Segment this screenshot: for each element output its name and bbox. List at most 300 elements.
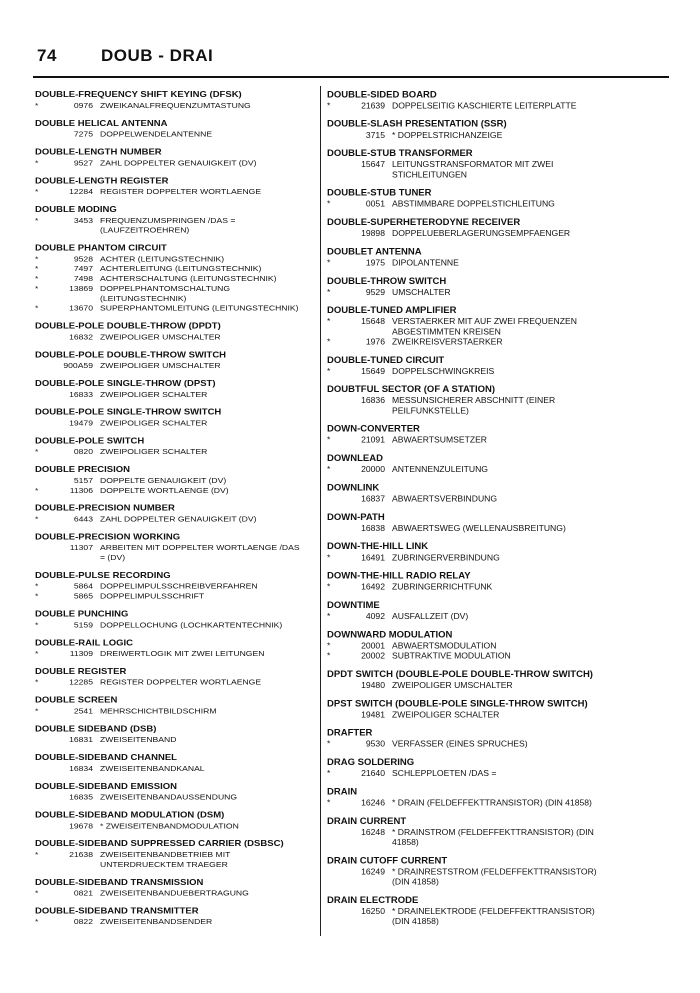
entry-marker: * (35, 273, 39, 283)
dictionary-entry (35, 695, 317, 716)
entry-term: DOUBTFUL SECTOR (OF A STATION) (327, 384, 495, 395)
entry-number: 20000 (361, 464, 385, 474)
translation-line (327, 101, 672, 111)
entry-number: 15647 (361, 159, 385, 169)
translation-line (327, 287, 672, 297)
entry-term: DOUBLE-SUPERHETERODYNE RECEIVER (327, 217, 521, 228)
dictionary-entry (35, 571, 317, 601)
dictionary-entry (327, 188, 672, 209)
translation-text: ZWEIPOLIGER UMSCHALTER (100, 360, 221, 370)
entry-number: 9530 (365, 739, 385, 749)
dictionary-entry (327, 571, 672, 592)
translation-line (327, 258, 672, 268)
entry-marker: * (35, 215, 39, 225)
dictionary-entry (327, 728, 672, 749)
entry-marker: * (35, 677, 39, 687)
entry-marker (327, 327, 349, 337)
translation-line (35, 543, 317, 553)
dictionary-entry (327, 424, 672, 445)
entry-term: DOUBLE-STUB TUNER (327, 188, 432, 199)
translation-line (35, 476, 317, 486)
translation-text: ANTENNENZULEITUNG (392, 464, 488, 474)
translation-line (327, 769, 672, 779)
translation-text: ZUBRINGERVERBINDUNG (392, 552, 500, 563)
translation-text: (LAUFZEITROEHREN) (100, 225, 190, 235)
entry-number: 19898 (361, 228, 385, 238)
entry-marker: * (35, 186, 39, 196)
entry-term: DPDT SWITCH (DOUBLE-POLE DOUBLE-THROW SWITCH) (327, 669, 593, 680)
translation-line (327, 681, 672, 691)
translation-text: ZWEISEITENBANDAUSSENDUNG (100, 792, 238, 802)
translation-line (327, 641, 672, 651)
entry-number: 16492 (361, 582, 385, 592)
dictionary-entry (327, 513, 672, 534)
translation-line (35, 361, 317, 371)
translation-line (35, 486, 317, 496)
translation-text: ABSTIMMBARE DOPPELSTICHLEITUNG (392, 199, 555, 209)
entry-number: 9527 (73, 158, 93, 168)
translation-text: ZWEIKREISVERSTAERKER (392, 337, 503, 347)
dictionary-entry (35, 90, 317, 111)
entry-marker: * (327, 651, 331, 661)
entry-marker: * (35, 591, 39, 601)
entry-number: 19480 (361, 680, 385, 690)
translation-line (35, 225, 317, 235)
entry-marker (35, 361, 57, 371)
dictionary-entry (35, 638, 317, 659)
entry-marker: * (327, 366, 331, 376)
translation-text: ZWEISEITENBANDKANAL (100, 763, 205, 773)
entry-number (349, 327, 385, 337)
entry-marker (327, 907, 349, 917)
entry-marker: * (327, 337, 331, 347)
translation-line (327, 435, 672, 445)
translation-line (35, 274, 317, 284)
entry-number: 16837 (361, 494, 385, 504)
translation-line (35, 254, 317, 264)
translation-text: ZWEIPOLIGER UMSCHALTER (392, 680, 513, 690)
entry-number: 0822 (73, 917, 93, 927)
entry-number: 11307 (69, 542, 93, 552)
translation-text: AUSFALLZEIT (DV) (392, 611, 469, 621)
translation-text: DOPPELIMPULSSCHRIFT (100, 591, 205, 601)
entry-marker: * (327, 199, 331, 209)
entry-marker (35, 225, 57, 235)
translation-line (327, 327, 672, 337)
entry-term: DOUBLE-FREQUENCY SHIFT KEYING (DFSK) (35, 90, 242, 100)
entry-marker (35, 764, 57, 774)
entry-term: DOWNWARD MODULATION (327, 630, 453, 641)
entry-term: DOUBLE-SLASH PRESENTATION (SSR) (327, 119, 507, 130)
translation-line (35, 620, 317, 630)
dictionary-entry (35, 906, 317, 927)
translation-line (35, 158, 317, 168)
translation-text: = (DV) (100, 552, 126, 562)
entry-term: DRAIN (327, 787, 358, 798)
dictionary-entry (327, 454, 672, 475)
dictionary-entry (35, 532, 317, 562)
entry-marker: * (327, 739, 331, 749)
translation-line (35, 678, 317, 688)
dictionary-entry (327, 670, 672, 691)
entry-marker (327, 494, 349, 504)
translation-line (35, 821, 317, 831)
entry-term: DRAIN ELECTRODE (327, 895, 419, 906)
translation-text: ZWEISEITENBANDBETRIEB MIT (100, 849, 231, 859)
entry-marker: * (327, 258, 331, 268)
entry-marker: * (327, 435, 331, 445)
translation-line (327, 406, 672, 416)
translation-line (35, 850, 317, 860)
entry-number: 0821 (73, 888, 93, 898)
entry-term: DOUBLE-POLE SINGLE-THROW SWITCH (35, 407, 222, 418)
translation-line (327, 337, 672, 347)
entry-marker (327, 229, 349, 239)
translation-text: REGISTER DOPPELTER WORTLAENGE (100, 677, 262, 687)
entry-number: 16831 (69, 734, 93, 744)
entry-number: 7497 (73, 264, 93, 273)
entry-term: DOWN-THE-HILL RADIO RELAY (327, 571, 471, 582)
entry-marker (35, 792, 57, 802)
entry-number: 20002 (361, 651, 385, 661)
entry-marker: * (35, 849, 39, 859)
translation-line (327, 366, 672, 376)
entry-marker (327, 828, 349, 838)
entry-term: DOWNLEAD (327, 453, 383, 464)
translation-line (327, 798, 672, 808)
entry-marker: * (35, 485, 39, 495)
translation-line (35, 514, 317, 524)
translation-line (35, 582, 317, 592)
translation-line (35, 735, 317, 745)
entry-marker (327, 710, 349, 720)
translation-text: SUPERPHANTOMLEITUNG (LEITUNGSTECHNIK) (100, 303, 299, 313)
dictionary-entry (35, 504, 317, 525)
entry-number: 5864 (73, 581, 93, 591)
entry-term: DOUBLE MODING (35, 204, 117, 215)
entry-term: DOUBLE-STUB TRANSFORMER (327, 148, 473, 159)
translation-text: * DRAINRESTSTROM (FELDEFFEKTTRANSISTOR) (392, 867, 597, 877)
entry-term: DOUBLE REGISTER (35, 666, 127, 677)
translation-text: DOPPELIMPULSSCHREIBVERFAHREN (100, 581, 258, 591)
right-column (327, 90, 672, 935)
entry-term: DRAIN CURRENT (327, 816, 407, 827)
entry-number (349, 838, 385, 848)
entry-term: DRAIN CUTOFF CURRENT (327, 856, 448, 867)
entry-term: DOUBLE PHANTOM CIRCUIT (35, 243, 167, 254)
translation-line (35, 216, 317, 226)
translation-line (327, 582, 672, 592)
entry-number: 11306 (69, 485, 93, 495)
dictionary-entry (35, 321, 317, 342)
entry-number (57, 294, 93, 304)
translation-text: ABWAERTSMODULATION (392, 641, 497, 651)
translation-text: DOPPELSCHWINGKREIS (392, 366, 495, 376)
entry-marker (35, 821, 57, 831)
entry-number: 16246 (361, 798, 385, 808)
entry-marker (327, 406, 349, 416)
translation-text: ZWEISEITENBANDSENDER (100, 917, 213, 927)
entry-number: 900A59 (63, 360, 93, 370)
entry-marker (327, 524, 349, 534)
dictionary-entry (327, 856, 672, 887)
translation-line (35, 917, 317, 927)
translation-text: ZWEISEITENBANDUEBERTRAGUNG (100, 888, 249, 898)
translation-text: (DIN 41858) (392, 916, 439, 926)
entry-term: DOUBLE-POLE DOUBLE-THROW (DPDT) (35, 321, 221, 332)
entry-term: DOUBLE-PRECISION WORKING (35, 532, 181, 543)
translation-text: ZWEIPOLIGER UMSCHALTER (100, 332, 221, 342)
entry-number: 16250 (361, 906, 385, 916)
entry-number: 21638 (69, 849, 93, 859)
translation-text: (DIN 41858) (392, 877, 439, 887)
entry-marker (327, 681, 349, 691)
entry-marker: * (327, 798, 331, 808)
entry-number: 21639 (361, 101, 385, 111)
entry-marker: * (327, 464, 331, 474)
translation-line (35, 101, 317, 111)
entry-marker: * (327, 552, 331, 563)
dictionary-entry (35, 147, 317, 168)
entry-marker: * (327, 768, 331, 778)
entry-number: 16836 (361, 395, 385, 406)
entry-number: 1975 (365, 258, 385, 268)
entry-marker: * (35, 514, 39, 524)
dictionary-entry (35, 667, 317, 688)
translation-text: DOPPELSEITIG KASCHIERTE LEITERPLATTE (392, 101, 577, 111)
entry-number: 0976 (73, 100, 93, 110)
entry-number: 13869 (69, 283, 93, 293)
entry-term: DOUBLE-PRECISION NUMBER (35, 503, 175, 514)
entry-term: DOWN-THE-HILL LINK (327, 541, 429, 552)
translation-line (35, 294, 317, 304)
entry-marker (327, 160, 349, 170)
translation-line (35, 860, 317, 870)
translation-line (35, 129, 317, 139)
entry-term: DRAFTER (327, 728, 373, 739)
dictionary-entry (35, 243, 317, 313)
entry-number: 7275 (73, 129, 93, 139)
entry-number (349, 406, 385, 416)
entry-marker: * (35, 254, 39, 264)
entry-marker (327, 917, 349, 927)
entry-number: 16249 (361, 867, 385, 877)
entry-marker: * (35, 706, 39, 716)
translation-line (327, 130, 672, 140)
entry-term: DOUBLE-POLE SINGLE-THROW (DPST) (35, 378, 216, 389)
entry-marker: * (327, 316, 331, 327)
page-range-heading: DOUB - DRAI (101, 46, 214, 65)
dictionary-entry (35, 379, 317, 400)
entry-number: 5865 (73, 591, 93, 601)
dictionary-entry (327, 542, 672, 563)
entry-marker (35, 418, 57, 428)
translation-line (35, 264, 317, 274)
entry-number: 15648 (361, 316, 385, 327)
translation-line (35, 591, 317, 601)
translation-text: MEHRSCHICHTBILDSCHIRM (100, 706, 217, 716)
translation-line (327, 877, 672, 887)
dictionary-entry (35, 205, 317, 235)
entry-marker: * (35, 581, 39, 591)
entry-term: DOWN-PATH (327, 512, 385, 523)
translation-text: DOPPELLOCHUNG (LOCHKARTENTECHNIK) (100, 620, 283, 630)
entry-number: 2541 (73, 706, 93, 716)
translation-line (327, 160, 672, 170)
translation-text: * DRAINELEKTRODE (FELDEFFEKTTRANSISTOR) (392, 906, 595, 916)
translation-text: DREIWERTLOGIK MIT ZWEI LEITUNGEN (100, 648, 265, 658)
translation-line (327, 396, 672, 406)
entry-term: DPST SWITCH (DOUBLE-POLE SINGLE-THROW SWITCH) (327, 698, 588, 710)
translation-text: ACHTERSCHALTUNG (LEITUNGSTECHNIK) (100, 273, 277, 283)
entry-term: DOUBLE-POLE SWITCH (35, 436, 145, 447)
translation-line (35, 418, 317, 428)
entry-marker: * (327, 611, 331, 621)
entry-term: DOUBLE-SIDEBAND MODULATION (DSM) (35, 810, 225, 821)
translation-text: * DRAIN (FELDEFFEKTTRANSISTOR) (DIN 41858) (392, 798, 592, 808)
translation-text: ZAHL DOPPELTER GENAUIGKEIT (DV) (100, 158, 257, 168)
translation-line (327, 867, 672, 877)
entry-term: DOWNLINK (327, 483, 380, 494)
entry-marker: * (35, 888, 39, 898)
entry-term: DOUBLE-SIDEBAND TRANSMITTER (35, 906, 199, 917)
translation-line (35, 447, 317, 457)
translation-text: SCHLEPPLOETEN /DAS = (392, 768, 497, 778)
translation-line (327, 907, 672, 917)
dictionary-entry (327, 276, 672, 297)
entry-marker (35, 294, 57, 304)
dictionary-entry (327, 787, 672, 808)
entry-number (57, 553, 93, 563)
entry-number: 19678 (69, 821, 93, 831)
translation-text: ZUBRINGERRICHTFUNK (392, 582, 493, 592)
dictionary-entry (327, 218, 672, 239)
column-divider (320, 86, 321, 936)
dictionary-entry (35, 350, 317, 371)
entry-term: DOUBLE-SIDED BOARD (327, 90, 437, 101)
translation-text: (LEITUNGSTECHNIK) (100, 293, 187, 303)
entry-term: DOUBLE SCREEN (35, 695, 118, 706)
dictionary-entry (327, 817, 672, 848)
entry-marker (35, 390, 57, 400)
entry-term: DOUBLE-SIDEBAND SUPPRESSED CARRIER (DSBSC) (35, 839, 284, 849)
entry-number: 13670 (69, 303, 93, 313)
entry-number: 16491 (361, 552, 385, 563)
entry-term: DOUBLE-SIDEBAND TRANSMISSION (35, 877, 204, 888)
dictionary-entry (35, 839, 317, 869)
translation-text: ACHTER (LEITUNGSTECHNIK) (100, 254, 225, 264)
dictionary-entry (327, 306, 672, 347)
entry-term: DOUBLE-TUNED CIRCUIT (327, 355, 445, 366)
entry-marker (327, 877, 349, 887)
translation-text: ZWEIPOLIGER SCHALTER (100, 418, 208, 428)
entry-marker: * (35, 447, 39, 456)
entry-marker (327, 396, 349, 406)
entry-number: 19481 (361, 709, 385, 720)
entry-marker (35, 129, 57, 139)
dictionary-entry (327, 90, 672, 111)
translation-text: REGISTER DOPPELTER WORTLAENGE (100, 186, 262, 196)
entry-marker (35, 553, 57, 563)
translation-line (327, 651, 672, 661)
page-header (33, 44, 669, 78)
entry-number: 5159 (73, 620, 93, 630)
translation-line (35, 764, 317, 774)
translation-text: DOPPELWENDELANTENNE (100, 129, 213, 139)
translation-text: VERSTAERKER MIT AUF ZWEI FREQUENZEN (392, 316, 577, 327)
translation-line (327, 465, 672, 475)
entry-number (349, 170, 385, 180)
entry-term: DRAG SOLDERING (327, 757, 415, 768)
translation-line (35, 649, 317, 659)
translation-text: VERFASSER (EINES SPRUCHES) (392, 739, 528, 749)
entry-marker: * (327, 582, 331, 592)
dictionary-entry (35, 782, 317, 803)
dictionary-entry (327, 149, 672, 180)
translation-line (327, 199, 672, 209)
entry-marker: * (35, 283, 39, 293)
translation-text: ZWEISEITENBAND (100, 734, 177, 744)
translation-text: * ZWEISEITENBANDMODULATION (100, 821, 239, 831)
translation-line (327, 317, 672, 327)
dictionary-entry (327, 601, 672, 622)
entry-term: DOUBLE-LENGTH REGISTER (35, 176, 169, 186)
dictionary-entry (35, 119, 317, 140)
dictionary-entry (327, 119, 672, 140)
entry-marker (327, 130, 349, 140)
translation-text: LEITUNGSTRANSFORMATOR MIT ZWEI (392, 159, 554, 169)
dictionary-entry (327, 355, 672, 376)
dictionary-entry (35, 878, 317, 899)
translation-line (327, 170, 672, 180)
entry-marker (327, 170, 349, 180)
translation-text: * DRAINSTROM (FELDEFFEKTTRANSISTOR) (DIN (392, 827, 594, 837)
entry-number: 0820 (73, 447, 93, 456)
dictionary-entry (35, 465, 317, 495)
entry-marker: * (327, 287, 331, 297)
translation-text: ABGESTIMMTEN KREISEN (392, 326, 501, 337)
translation-text: ZWEIPOLIGER SCHALTER (100, 389, 208, 399)
dictionary-entry (35, 408, 317, 429)
dictionary-entry (35, 176, 317, 197)
entry-number: 11309 (69, 648, 93, 658)
translation-text: * DOPPELSTRICHANZEIGE (392, 130, 503, 140)
translation-text: ABWAERTSWEG (WELLENAUSBREITUNG) (392, 523, 566, 533)
entry-marker: * (35, 620, 39, 630)
translation-line (327, 524, 672, 534)
translation-text: ZAHL DOPPELTER GENAUIGKEIT (DV) (100, 514, 257, 524)
translation-text: ABWAERTSVERBINDUNG (392, 494, 498, 504)
dictionary-entry (35, 609, 317, 630)
translation-text: UMSCHALTER (392, 287, 451, 297)
entry-marker (35, 332, 57, 342)
entry-number: 1976 (365, 337, 385, 347)
entry-term: DOUBLE-SIDEBAND EMISSION (35, 781, 177, 792)
entry-term: DOUBLE-SIDEBAND CHANNEL (35, 752, 177, 763)
entry-marker: * (35, 264, 39, 273)
left-column (35, 90, 317, 935)
translation-text: PEILFUNKSTELLE) (392, 405, 469, 416)
translation-text: ACHTERLEITUNG (LEITUNGSTECHNIK) (100, 264, 262, 273)
entry-number: 16833 (69, 389, 93, 399)
entry-number: 5157 (73, 475, 93, 485)
dictionary-entry (327, 896, 672, 927)
entry-term: DOUBLE PRECISION (35, 464, 131, 475)
translation-text: FREQUENZUMSPRINGEN /DAS = (100, 215, 236, 225)
translation-line (327, 494, 672, 504)
translation-text: ZWEIPOLIGER SCHALTER (100, 447, 208, 456)
translation-line (327, 229, 672, 239)
